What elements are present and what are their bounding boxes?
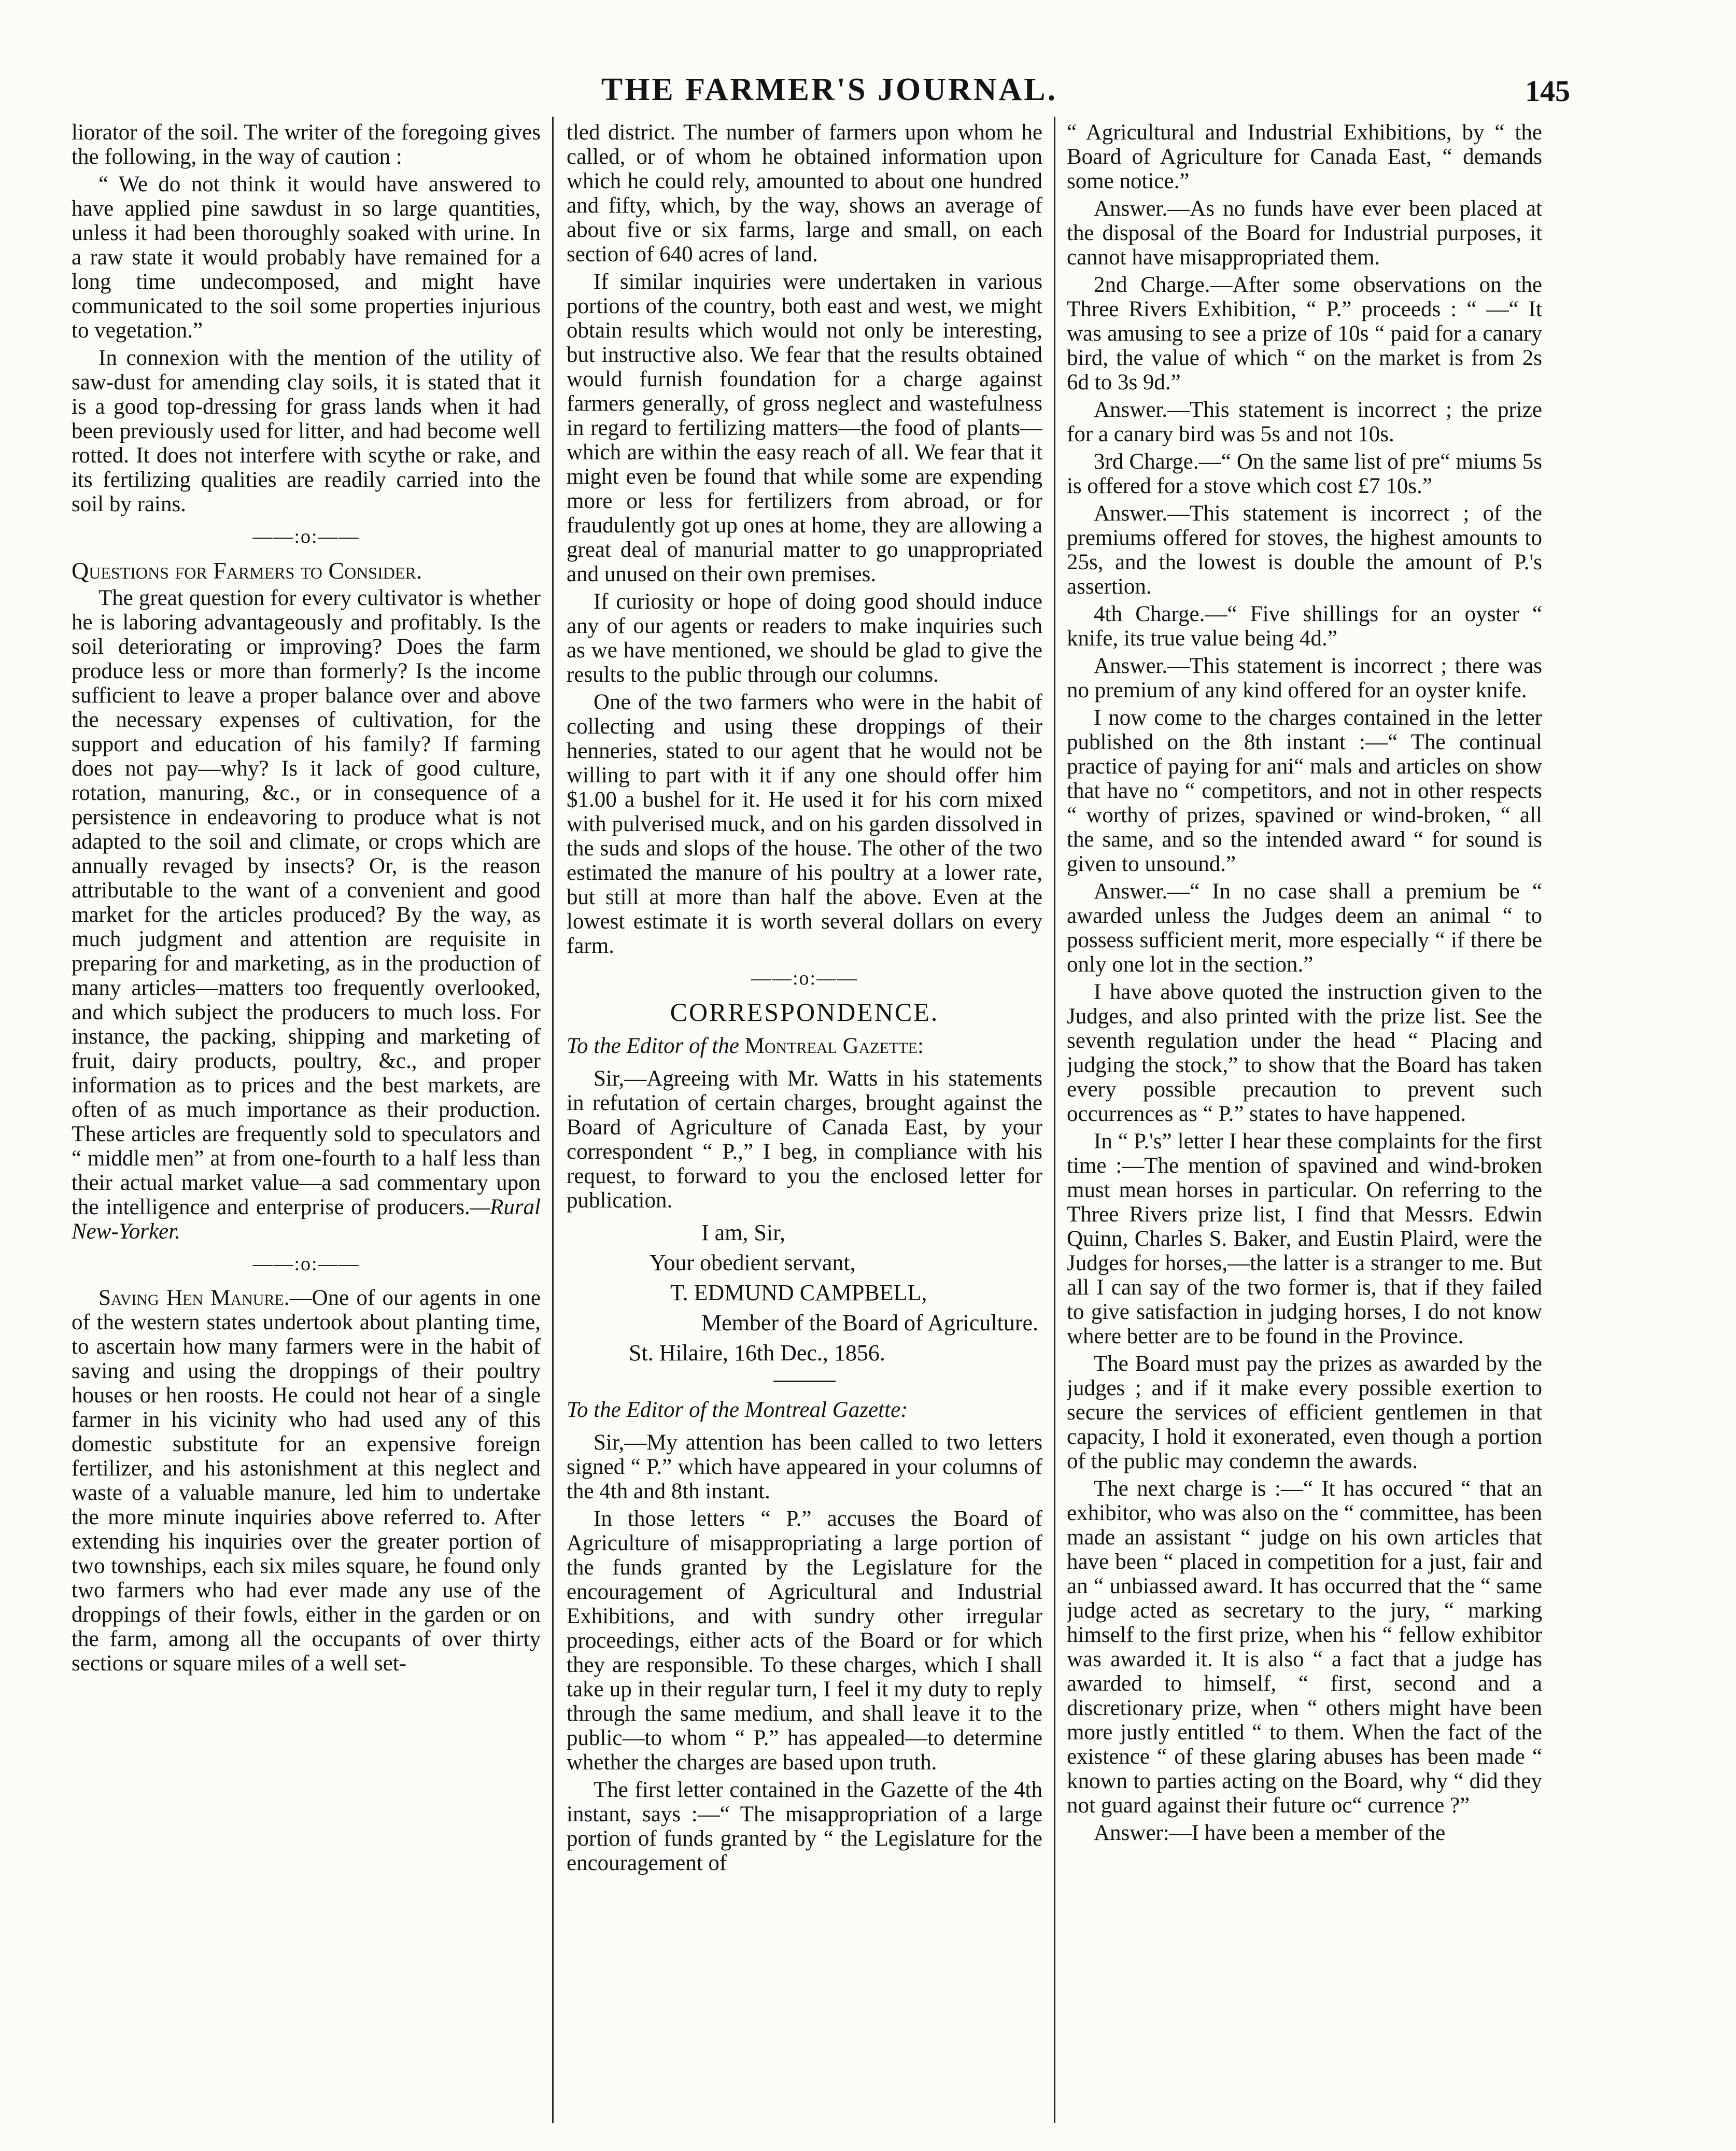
paragraph: Answer:—I have been a member of the: [1094, 1821, 1446, 1845]
paragraph: Answer.—As no funds have ever been placed at the disposal of the Board for Industrial purposes, it cannot have misappropriated them.: [1067, 196, 1542, 270]
paragraph: tled district. The number of farmers upon whom he called, or of whom he obtained information upon which he could rely, amounted to about one hundred and fifty, which, by the way, shows an average of about five or six farms, large and small, on each section of 640 acres of land.: [567, 120, 1042, 266]
divider: [773, 1381, 836, 1382]
letter-signoff: [629, 1218, 1042, 1368]
paragraph: “ Agricultural and Industrial Exhibitions, by “ the Board of Agriculture for Canada East, “ demands some notice.”: [1067, 120, 1542, 193]
paragraph: “ We do not think it would have answered to have applied pine sawdust in so large quantities, unless it had been thoroughly soaked with urine. In a raw state it would probably have remained for a long time undecomposed, and might have communicated to the soil some properties injurious to vegetation.”: [72, 172, 541, 343]
paragraph: Answer.—This statement is incorrect ; the prize for a canary bird was 5s and not 10s.: [1067, 398, 1542, 446]
paragraph: If similar inquiries were undertaken in various portions of the country, both east and west, we might obtain results which would not only be interesting, but instructive also. We fear that the results obtained would furnish foundation for a charge against farmers generally, of gross neglect and wastefulness in regard to fertilizing matters—the food of plants—which are within the easy reach of all. We fear that it might even be found that while some are expending more or less for fertilizers from abroad, or for fraudulently got up ones at home, they are allowing a great deal of manurial matter to go unappropriated and unused on their own premises.: [567, 270, 1042, 586]
letter-salutation: To the Editor of the Montreal Gazette:: [567, 1398, 908, 1422]
salutation-text: To the Editor of the: [567, 1034, 739, 1058]
paragraph: In “ P.'s” letter I hear these complaints for the first time :—The mention of spavined and wind-broken must mean horses in particular. On referring to the Three Rivers prize list, I find that Messrs. Edwin Quinn, Charles S. Baker, and Eustin Plaird, were the Judges for horses,—the latter is a stranger to me. But all I can say of the two former is, that if they failed to give satisfaction in judging horses, I do not know where better are to be found in the Province.: [1067, 1129, 1542, 1348]
paragraph: 4th Charge.—“ Five shillings for an oyster “ knife, its true value being 4d.”: [1067, 602, 1542, 651]
running-head: [0, 61, 1736, 108]
paragraph: Sir,—My attention has been called to two letters signed “ P.” which have appeared in your columns of the 4th and 8th instant.: [567, 1430, 1042, 1503]
paragraph-text: —One of our agents in one of the western states undertook about planting time, to ascertain how many farmers were in the habit of saving and using the droppings of their poultry houses or hen roosts. He could not hear of a single farmer in his vicinity who had used any of this domestic substitute for an expensive foreign fertilizer, and his astonishment at this neglect and waste of a valuable manure, led him to undertake the more minute inquiries above referred to. After extending his inquiries over the greater portion of two townships, each six miles square, he found only two farmers who had ever made any use of the droppings of their fowls, either in the garden or on the farm, among all the occupants of over thirty sections or square miles of a well set-: [72, 1286, 541, 1676]
paragraph: I now come to the charges contained in the letter published on the 8th instant :—“ The continual practice of paying for ani“ mals and articles on show that have no “ competitors, and not in other respects “ worthy of prizes, spavined or wind-broken, “ all the same, and so the intended award “ for sound is given to unsound.”: [1067, 706, 1542, 876]
column-1: [72, 120, 541, 2121]
paragraph: Sir,—Agreeing with Mr. Watts in his statements in refutation of certain charges, brought against the Board of Agriculture of Canada East, by your correspondent “ P.,” I beg, in compliance with his request, to forward to you the enclosed letter for publication.: [567, 1066, 1042, 1213]
column-3: [1067, 120, 1542, 2121]
paragraph: liorator of the soil. The writer of the foregoing gives the following, in the way of caution :: [72, 120, 541, 169]
signoff-name: T. EDMUND CAMPBELL,: [670, 1280, 927, 1305]
paragraph: 3rd Charge.—“ On the same list of pre“ miums 5s is offered for a stove which cost £7 10s.”: [1067, 449, 1542, 498]
paragraph: Answer.—“ In no case shall a premium be “ awarded unless the Judges deem an animal “ to possess sufficient merit, more especially “ if there be only one lot in the section.”: [1067, 879, 1542, 977]
section-separator: ——:o:——: [252, 1253, 360, 1275]
paragraph: The first letter contained in the Gazette of the 4th instant, says :—“ The misappropriation of a large portion of funds granted by “ the Legislature for the encouragement of: [567, 1778, 1042, 1875]
paragraph: [72, 1286, 541, 1676]
paragraph: In those letters “ P.” accuses the Board of Agriculture of misappropriating a large portion of the funds granted by the Legislature for the encouragement of Agricultural and Industrial Exhibitions, and with sundry other irregular proceedings, either acts of the Board or for which they are responsible. To these charges, which I shall take up in their regular turn, I feel it my duty to reply through the same medium, and shall leave it to the public—to whom “ P.” has appealed—to determine whether the charges are based upon truth.: [567, 1507, 1042, 1775]
page-number: 145: [1525, 74, 1570, 108]
article-lead: Saving Hen Manure.: [98, 1286, 290, 1310]
paragraph: [72, 586, 541, 1244]
paragraph-text: The great question for every cultivator is whether he is laboring advantageously and profitably. Is the soil deteriorating or improving? Does the farm produce less or more than formerly? Is the income sufficient to leave a proper balance over and above the necessary expenses of cultivation, for the support and education of his family? If farming does not pay—why? Is it lack of good culture, rotation, manuring, &c., or in consequence of a persistence in endeavoring to produce what is not adapted to the soil and climate, or crops which are annually revaged by insects? Or, is the reason attributable to the want of a convenient and good market for the articles produced? By the way, as much judgment and attention are requisite in preparing for and marketing, as in the production of many articles—matters too frequently overlooked, and which subject the producers to much loss. For instance, the packing, shipping and marketing of fruit, dairy products, poultry, &c., and proper information as to prices and the best markets, are often of as much importance as their production. These articles are frequently sold to speculators and “ middle men” at from one-fourth to a half less than their actual market value—a sad commentary upon the intelligence and enterprise of producers.: [72, 586, 541, 1219]
column-rule: [552, 117, 554, 2123]
source-credit: —Rural New-Yorker.: [72, 1195, 541, 1244]
salutation-colon: :: [917, 1034, 924, 1058]
paragraph: 2nd Charge.—After some observations on the Three Rivers Exhibition, “ P.” proceeds : “ —“ It was amusing to see a prize of 10s “ paid for a canary bird, the value of which “ on the market is from 2s 6d to 3s 9d.”: [1067, 273, 1542, 395]
section-heading: CORRESPONDENCE.: [670, 997, 939, 1027]
paragraph: I have above quoted the instruction given to the Judges, and also printed with the prize list. See the seventh regulation under the head “ Placing and judging the stock,” to show that the Board has taken every possible precaution to prevent such occurrences as “ P.” states to have happened.: [1067, 980, 1542, 1126]
paragraph: The next charge is :—“ It has occured “ that an exhibitor, who was also on the “ committee, has been made an assistant “ judge on his own articles that have been “ placed in competition for a just, fair and an “ unbiassed award. It has occurred that the “ same judge acted as secretary to the jury, “ marking himself to the first prize, when his “ fellow exhibitor was awarded it. It is also “ a fact that a judge has awarded to himself, “ first, second and a discretionary prize, when “ others might have been more justly entitled “ to them. When the fact of the existence “ of these glaring abuses has been made “ known to parties acting on the Board, why “ did they not guard against their future oc“ currence ?”: [1067, 1477, 1542, 1818]
column-rule: [1054, 117, 1055, 2123]
signoff-line: I am, Sir,: [701, 1220, 785, 1245]
section-separator: ——:o:——: [252, 526, 360, 547]
signoff-title: Member of the Board of Agriculture.: [701, 1310, 1039, 1335]
column-2: [567, 120, 1042, 2121]
paragraph: Answer.—This statement is incorrect ; there was no premium of any kind offered for an oyster knife.: [1067, 654, 1542, 702]
article-heading: Questions for Farmers to Consider.: [72, 557, 422, 584]
paragraph: Answer.—This statement is incorrect ; of the premiums offered for stoves, the highest amounts to 25s, and the lowest is double the amount of P.'s assertion.: [1067, 501, 1542, 599]
signoff-line: Your obedient servant,: [650, 1250, 856, 1275]
letter-salutation: [567, 1034, 1042, 1058]
newspaper-name: Montreal Gazette: [744, 1034, 918, 1058]
paragraph: If curiosity or hope of doing good should induce any of our agents or readers to make inquiries such as we have mentioned, we should be glad to give the results to the public through our columns.: [567, 589, 1042, 687]
signoff-place-date: St. Hilaire, 16th Dec., 1856.: [629, 1340, 885, 1366]
paragraph: One of the two farmers who were in the habit of collecting and using these droppings of their henneries, stated to our agent that he would not be willing to part with it if any one should offer him $1.00 a bushel for it. He used it for his corn mixed with pulverised muck, and on his garden dissolved in the suds and slops of the house. The other of the two estimated the manure of his poultry at a lower rate, but still at more than half the above. Even at the lowest estimate it is worth several dollars on every farm.: [567, 690, 1042, 958]
paragraph: In connexion with the mention of the utility of saw-dust for amending clay soils, it is stated that it is a good top-dressing for grass lands when it had been previously used for litter, and had become well rotted. It does not interfere with scythe or rake, and its fertilizing qualities are readily carried into the soil by rains.: [72, 346, 541, 516]
journal-title: THE FARMER'S JOURNAL.: [601, 72, 1058, 107]
paragraph: The Board must pay the prizes as awarded by the judges ; and if it make every possible exertion to secure the services of efficient gentlemen in that capacity, I hold it exonerated, even though a portion of the public may condemn the awards.: [1067, 1352, 1542, 1473]
section-separator: ——:o:——: [751, 967, 858, 989]
